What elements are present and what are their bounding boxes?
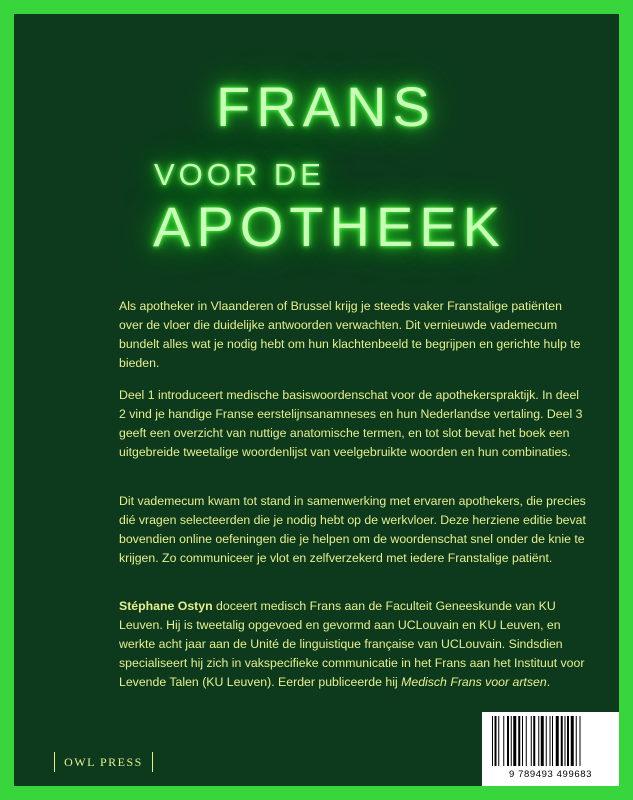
- barcode-bar: [503, 716, 504, 766]
- publisher-logo: OWL PRESS: [54, 752, 153, 772]
- isbn-number: 9 789493 499683: [509, 769, 592, 780]
- barcode-bar: [533, 716, 535, 766]
- barcode-bar: [507, 716, 509, 766]
- barcode-bar: [492, 716, 493, 766]
- blurb-paragraph-3: Dit vademecum kwam tot stand in samenwerking met ervaren apothekers, die precies dié vragen selecteerden die je nodig hebt op de werkvloer. Deze herziene editie bevat bovendien online oefeningen die je helpen om de woordenschat snel onder de knie te krijgen. Zo communiceer je vlot en zelfverzekerd met iedere Franstalige patiënt.: [119, 494, 586, 565]
- barcode-bar: [531, 716, 532, 766]
- cover-panel: [14, 14, 619, 786]
- author-bio-text: doceert medisch Frans aan de Faculteit Geneeskunde van KU Leuven. Hij is tweetalig opgevoed en gevormd aan UCLouvain en KU Leuven, en werkte acht jaar aan de Unité de linguistique française van UCLouvain. Sindsdien specialiseert hij zich in vakspecifieke communicatie in het Frans aan het Instituut voor Levende Talen (KU Leuven). Eerder publiceerde hij: [119, 599, 585, 689]
- barcode-bar: [522, 716, 523, 766]
- author-bio: [119, 597, 589, 692]
- title-line-frans: FRANS: [216, 75, 436, 138]
- barcode-bar: [518, 716, 520, 766]
- barcode-bar: [498, 716, 499, 766]
- title-line-voor-de: VOOR DE: [154, 157, 325, 192]
- barcode-bar: [552, 716, 553, 766]
- blurb-paragraph-1: Als apotheker in Vlaanderen of Brussel krijg je steeds vaker Franstalige patiënten over de vloer die duidelijke antwoorden verwachten. Dit vernieuwde vademecum bundelt alles wat je nodig hebt om hun klachtenbeeld te begrijpen en gerichte hulp te bieden.: [119, 299, 581, 370]
- barcode-bar: [538, 716, 539, 766]
- barcode-bar: [561, 716, 563, 766]
- barcode-bar: [567, 716, 569, 766]
- author-bio-end: .: [546, 675, 551, 689]
- title-line-apotheek: APOTHEEK: [153, 195, 506, 258]
- barcode-bar: [576, 716, 577, 766]
- blurb-paragraph-2: Deel 1 introduceert medische basiswoordenschat voor de apothekerspraktijk. In deel 2 vind je handige Franse eerstelijnsanamneses en hun Nederlandse vertaling. Deel 3 geeft een overzicht van nuttige anatomische termen, en tot slot bevat het boek een uitgebreide tweetalige woordenlijst van veelgebruikte woorden en hun combinaties.: [119, 388, 583, 459]
- barcode-bar: [511, 716, 512, 766]
- barcode-bar: [550, 716, 551, 766]
- barcode-bar: [546, 716, 547, 766]
- barcode-bar: [495, 716, 497, 766]
- barcode-bar: [526, 716, 527, 766]
- author-previous-book: Medisch Frans voor artsen: [401, 675, 547, 689]
- barcode-bar: [571, 716, 574, 766]
- barcode-bar: [556, 716, 559, 766]
- barcode-bar: [565, 716, 566, 766]
- barcode: [482, 712, 619, 786]
- barcode-bar: [580, 716, 581, 766]
- author-name: Stéphane Ostyn: [119, 599, 213, 613]
- barcode-bars: [492, 716, 610, 766]
- barcode-bar: [513, 716, 516, 766]
- barcode-bar: [541, 716, 544, 766]
